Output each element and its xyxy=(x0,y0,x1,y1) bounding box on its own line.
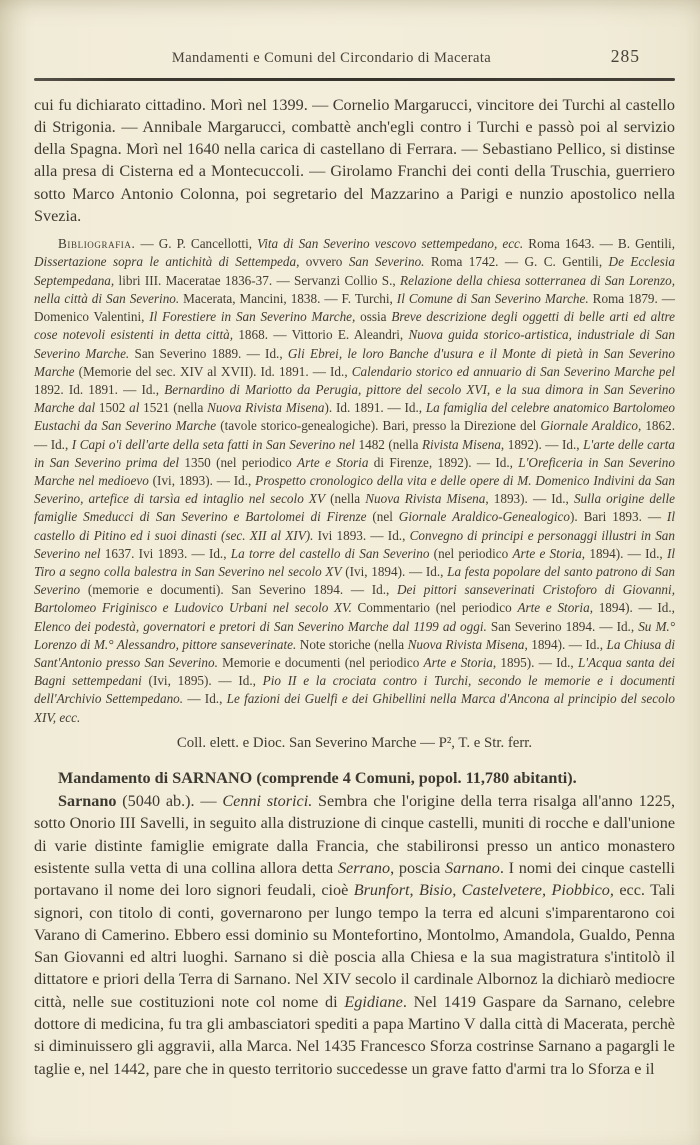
header-rule xyxy=(34,78,675,81)
mandamento-sarnano-heading: Mandamento di SARNANO (comprende 4 Comuni, popol. 11,780 abitanti). xyxy=(58,768,577,787)
continuation-paragraph: cui fu dichiarato cittadino. Morì nel 1399. — Cornelio Margarucci, vincitore dei Turchi al castello di Strigonia. — Annibale Margarucci, combattè anch'egli contro i Turchi e passò poi al servizio della Spagna. Morì nel 1640 nella carica di castellano di Ferrara. — Sebastiano Pellico, si distinse alla presa di Cisterna ed a Montecuccoli. — Girolamo Franchi dei conti della Truschia, guerriero sotto Marco Antonio Colonna, poi segretario del Mazzarino a Parigi e nunzio apostolico nella Svezia. xyxy=(34,95,675,225)
page-header xyxy=(34,46,675,70)
page-number: 285 xyxy=(610,46,640,66)
running-title: Mandamenti e Comuni del Circondario di Macerata xyxy=(171,50,492,66)
sarnano-paragraph: Sarnano (5040 ab.). — Cenni storici. Sembra che l'origine della terra risalga all'anno 1225, sotto Onorio III Savelli, in seguito alla distruzione di cinque castelli, muniti di rocche e dall'unione di varie distinte famiglie emigrate dalla Francia, che stabilironsi presso un antico monastero esistente sulla vetta di una collina allora detta Serrano, poscia Sarnano. I nomi dei cinque castelli portavano il nome dei loro signori feudali, cioè Brunfort, Bisio, Castelvetere, Piobbico, ecc. Tali signori, con titolo di conti, governarono per lungo tempo la terra ed alcuni s'imparentarono coi Varano di Camerino. Ebbero essi dominio su Montefortino, Montolmo, Amandola, Gualdo, Penna San Giovanni ed altri luoghi. Sarnano si diè poscia alla Chiesa e la sua magistratura s'intitolò il dittatore e priori della Terra di Sarnano. Nel XIV secolo il cardinale Albornoz la dichiarò mediocre città, nelle sue costituzioni note col nome di Egidiane. Nel 1419 Gaspare da Sarnano, celebre dottore di medicina, fu tra gli ambasciatori spediti a papa Martino V dalla città di Macerata, perchè si diminuissero gli aggravii, alla Marca. Nel 1435 Francesco Sforza costrinse Sarnano a pagargli le taglie e, nel 1442, pare che in questo territorio succedesse un grave fatto d'armi tra lo Sforza e il xyxy=(34,792,676,1078)
collegio-diocesi-line: Coll. elett. e Dioc. San Severino Marche — P², T. e Str. ferr. xyxy=(176,734,533,751)
bibliography-paragraph: Bibliografia. — G. P. Cancellotti, Vita di San Severino vescovo settempedano, ecc. Roma 1643. — B. Gentili, Dissertazione sopra le antichità di Settempeda, ovvero San Severino. Roma 1742. — G. C. Gentili, De Ecclesia Septempedana, libri III. Maceratae 1836-37. — Servanzi Collio S., Relazione della chiesa sotterranea di San Lorenzo, nella città di San Severino. Macerata, Mancini, 1838. — F. Turchi, Il Comune di San Severino Marche. Roma 1879. — Domenico Valentini, Il Forestiere in San Severino Marche, ossia Breve descrizione degli oggetti di belle arti ed altre cose notevoli esistenti in detta città, 1868. — Vittorio E. Aleandri, Nuova guida storico-artistica, industriale di San Severino Marche. San Severino 1889. — Id., Gli Ebrei, le loro Banche d'usura e il Monte di pietà in San Severino Marche (Memorie del sec. XIV al XVII). Id. 1891. — Id., Calendario storico ed annuario di San Severino Marche pel 1892. Id. 1891. — Id., Bernardino di Mariotto da Perugia, pittore del secolo XVI, e la sua dimora in San Severino Marche dal 1502 al 1521 (nella Nuova Rivista Misena). Id. 1891. — Id., La famiglia del celebre anatomico Bartolomeo Eustachi da San Severino Marche (tavole storico-genealogiche). Bari, presso la Direzione del Giornale Araldico, 1862. — Id., I Capi o'i dell'arte della seta fatti in San Severino nel 1482 (nella Rivista Misena, 1892). — Id., L'arte delle carta in San Severino prima del 1350 (nel periodico Arte e Storia di Firenze, 1892). — Id., L'Oreficeria in San Severino Marche nel medioevo (Ivi, 1893). — Id., Prospetto cronologico della vita e delle opere di M. Domenico Indivini da San Severino, artefice di tarsìa ed intaglio nel secolo XV (nella Nuova Rivista Misena, 1893). — Id., Sulla origine delle famiglie Smeducci di San Severino e Bartolomei di Firenze (nel Giornale Araldico-Genealogico). Bari 1893. — Il castello di Pitino ed i suoi dinasti (sec. XII al XIV). Ivi 1893. — Id., Convegno di principi e personaggi illustri in San Severino nel 1637. Ivi 1893. — Id., La torre del castello di San Severino (nel periodico Arte e Storia, 1894). — Id., Il Tiro a segno colla balestra in San Severino nel secolo XV (Ivi, 1894). — Id., La festa popolare del santo patrono di San Severino (memorie e documenti). San Severino 1894. — Id., Dei pittori sanseverinati Cristoforo di Giovanni, Bartolomeo Friginisco e Ludovico Urbani nel secolo XV. Commentario (nel periodico Arte e Storia, 1894). — Id., Elenco dei podestà, governatori e pretori di San Severino Marche dal 1199 ad oggi. San Severino 1894. — Id., Su M.° Lorenzo di M.° Alessandro, pittore sanseverinate. Note storiche (nella Nuova Rivista Misena, 1894). — Id., La Chiusa di Sant'Antonio presso San Severino. Memorie e documenti (nel periodico Arte e Storia, 1895). — Id., L'Acqua santa dei Bagni settempedani (Ivi, 1895). — Id., Pio II e la crociata contro i Turchi, secondo le memorie e i documenti dell'Archivio Settempedano. — Id., Le fazioni dei Guelfi e dei Ghibellini nella Marca d'Ancona al principio del secolo XIV, ecc. xyxy=(34,236,676,725)
